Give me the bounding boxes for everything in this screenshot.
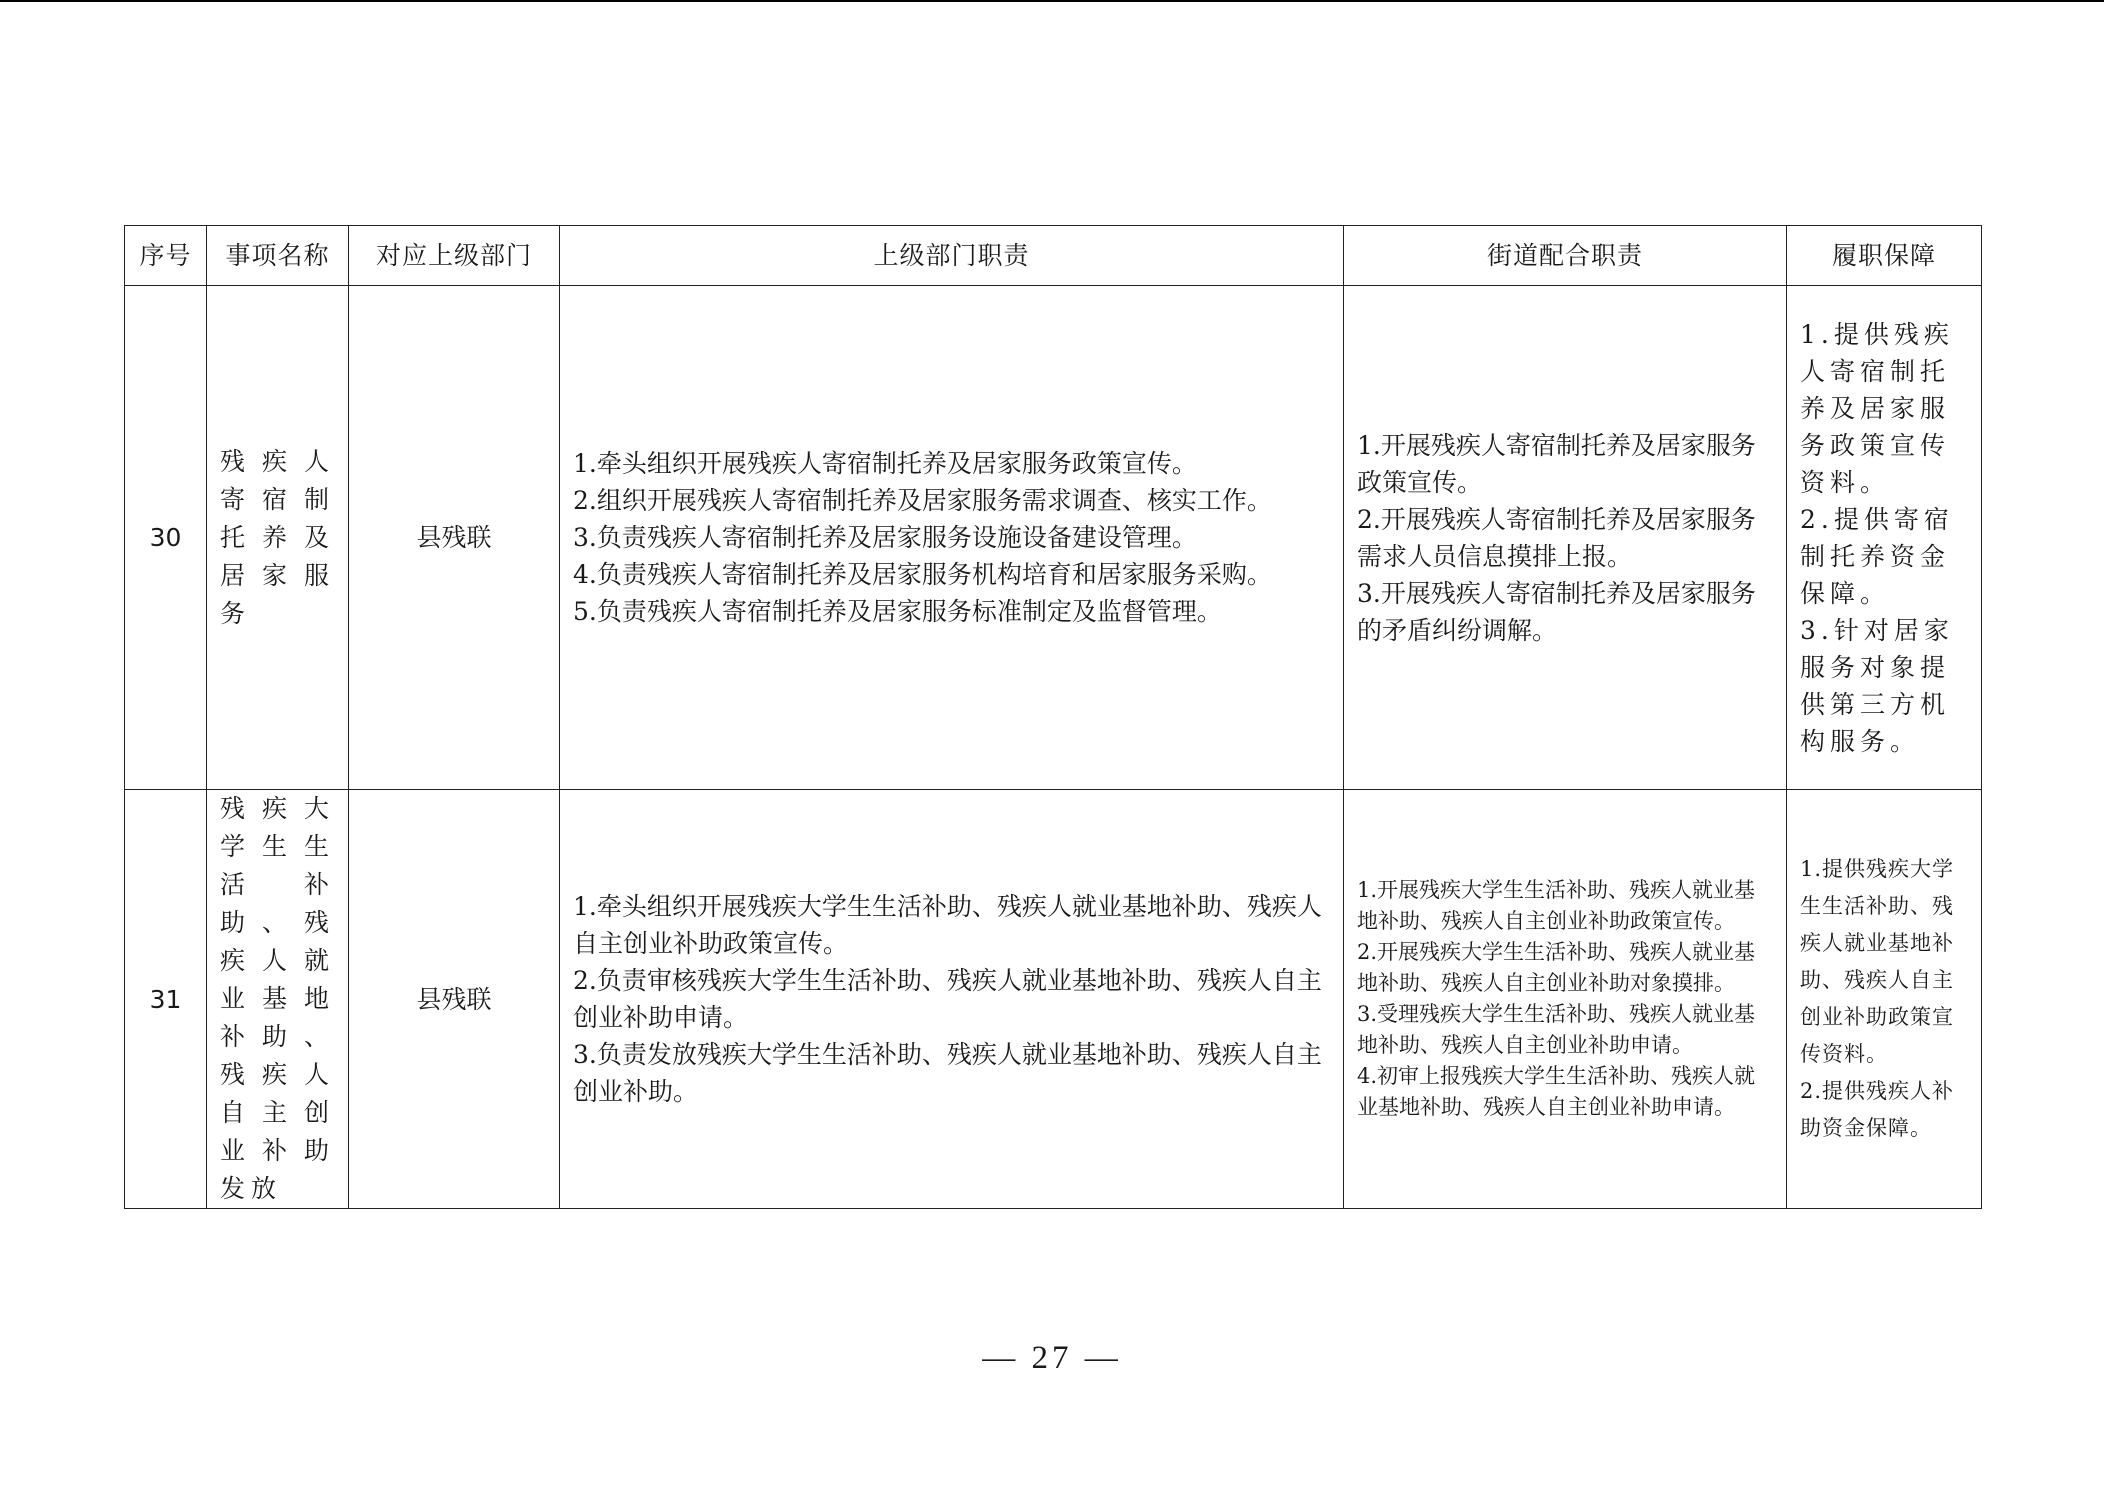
upper-duty-item: 4.负责残疾人寄宿制托养及居家服务机构培育和居家服务采购。 xyxy=(573,560,1272,589)
upper-duty-item: 5.负责残疾人寄宿制托养及居家服务标准制定及监督管理。 xyxy=(573,597,1222,626)
duties-table xyxy=(124,225,1982,1209)
item-name: 残疾大学生生活补助、残疾人就业基地补助、残疾人自主创业补助发放 xyxy=(207,790,349,1209)
guarantee-item: 1.提供残疾大学生生活补助、残疾人就业基地补助、残疾人自主创业补助政策宣传资料。 xyxy=(1800,857,1955,1066)
street-duty-item: 3.开展残疾人寄宿制托养及居家服务的矛盾纠纷调解。 xyxy=(1357,578,1756,645)
top-border-rule xyxy=(0,0,2104,2)
upper-duties-cell xyxy=(560,286,1344,790)
upper-duties-cell xyxy=(560,790,1344,1209)
guarantee-item: 2.提供残疾人补助资金保障。 xyxy=(1800,1079,1955,1140)
upper-duty-item: 1.牵头组织开展残疾人寄宿制托养及居家服务政策宣传。 xyxy=(573,449,1197,478)
upper-duty-item: 2.负责审核残疾大学生生活补助、残疾人就业基地补助、残疾人自主创业补助申请。 xyxy=(573,966,1322,1032)
street-duty-item: 1.开展残疾大学生生活补助、残疾人就业基地补助、残疾人自主创业补助政策宣传。 xyxy=(1357,878,1756,933)
guarantee-item: 1.提供残疾人寄宿制托养及居家服务政策宣传资料。 xyxy=(1800,319,1954,497)
row-number: 31 xyxy=(125,790,207,1209)
page-number: — 27 — xyxy=(982,1340,1122,1376)
upper-dept: 县残联 xyxy=(349,790,560,1209)
street-duty-item: 2.开展残疾人寄宿制托养及居家服务需求人员信息摸排上报。 xyxy=(1357,504,1756,571)
header-street-duties: 街道配合职责 xyxy=(1344,226,1787,286)
street-duty-item: 4.初审上报残疾大学生生活补助、残疾人就业基地补助、残疾人自主创业补助申请。 xyxy=(1357,1064,1756,1119)
table-header-row xyxy=(125,226,1982,286)
upper-dept: 县残联 xyxy=(349,286,560,790)
upper-duty-item: 2.组织开展残疾人寄宿制托养及居家服务需求调查、核实工作。 xyxy=(573,486,1272,515)
header-upper-duties: 上级部门职责 xyxy=(560,226,1344,286)
header-upper-dept: 对应上级部门 xyxy=(349,226,560,286)
guarantee-item: 3.针对居家服务对象提供第三方机构服务。 xyxy=(1800,615,1954,756)
header-seq: 序号 xyxy=(125,226,207,286)
upper-duty-item: 3.负责发放残疾大学生生活补助、残疾人就业基地补助、残疾人自主创业补助。 xyxy=(573,1040,1322,1106)
upper-duty-item: 1.牵头组织开展残疾大学生生活补助、残疾人就业基地补助、残疾人自主创业补助政策宣传。 xyxy=(573,892,1322,958)
street-duty-item: 2.开展残疾大学生生活补助、残疾人就业基地补助、残疾人自主创业补助对象摸排。 xyxy=(1357,940,1756,995)
row-number: 30 xyxy=(125,286,207,790)
table-row xyxy=(125,790,1982,1209)
street-duty-item: 1.开展残疾人寄宿制托养及居家服务政策宣传。 xyxy=(1357,430,1756,497)
table-row xyxy=(125,286,1982,790)
header-item-name: 事项名称 xyxy=(207,226,349,286)
header-guarantee: 履职保障 xyxy=(1787,226,1982,286)
upper-duty-item: 3.负责残疾人寄宿制托养及居家服务设施设备建设管理。 xyxy=(573,523,1197,552)
guarantee-cell xyxy=(1787,286,1982,790)
street-duty-item: 3.受理残疾大学生生活补助、残疾人就业基地补助、残疾人自主创业补助申请。 xyxy=(1357,1002,1756,1057)
street-duties-cell xyxy=(1344,790,1787,1209)
item-name: 残疾人寄宿制托养及居家服务 xyxy=(207,286,349,790)
guarantee-cell xyxy=(1787,790,1982,1209)
street-duties-cell xyxy=(1344,286,1787,790)
guarantee-item: 2.提供寄宿制托养资金保障。 xyxy=(1800,504,1954,608)
